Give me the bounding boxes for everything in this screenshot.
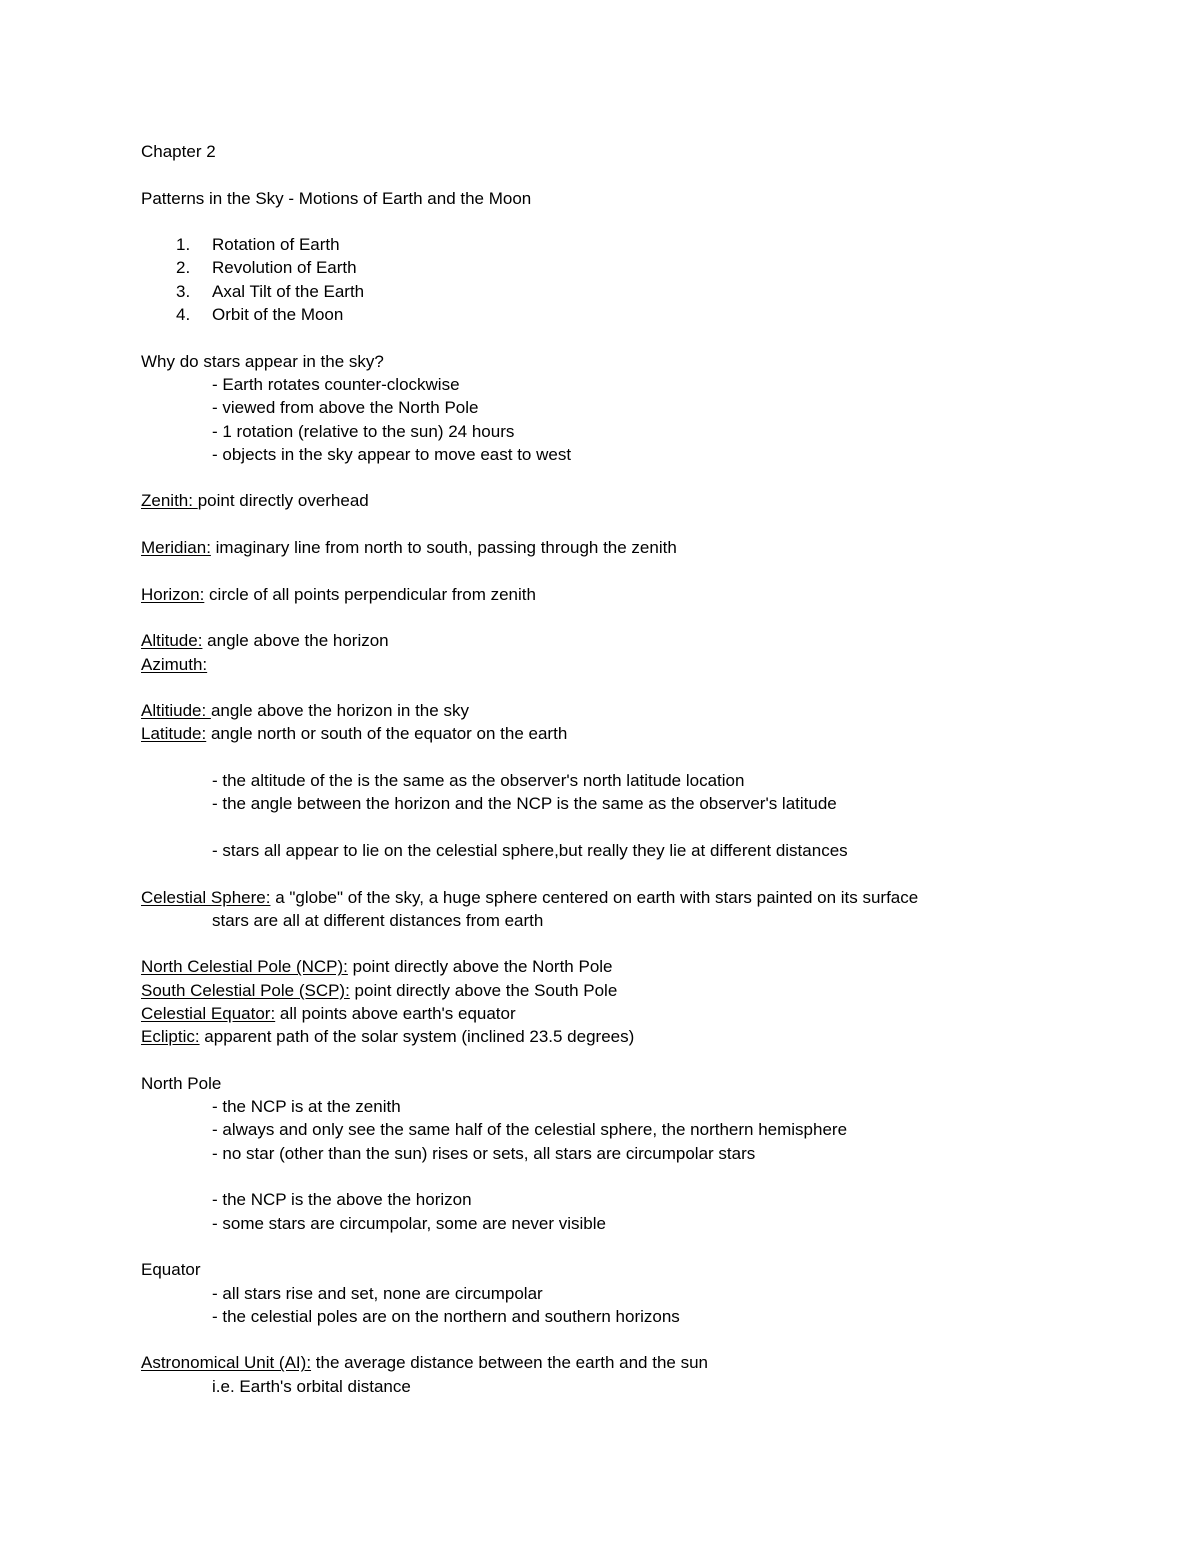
definition-note: i.e. Earth's orbital distance	[212, 1376, 411, 1396]
list-item: 1. Rotation of Earth	[176, 235, 340, 255]
bullet-point: - no star (other than the sun) rises or sets, all stars are circumpolar stars	[212, 1143, 756, 1163]
bullet-point: - objects in the sky appear to move east to west	[212, 444, 572, 464]
bullet-point: - all stars rise and set, none are circumpolar	[212, 1283, 543, 1303]
north-pole-heading: North Pole	[141, 1073, 222, 1093]
list-item: 3. Axal Tilt of the Earth	[176, 281, 365, 301]
term-label: South Celestial Pole (SCP):	[141, 980, 350, 1000]
bullet-point: - the altitude of the is the same as the observer's north latitude location	[212, 771, 745, 791]
term-label: Latitude:	[141, 724, 207, 744]
bullet-point: - always and only see the same half of the celestial sphere, the northern hemisphere	[212, 1120, 848, 1140]
bullet-point: - Earth rotates counter-clockwise	[212, 374, 460, 394]
term-label: Azimuth:	[141, 654, 208, 674]
list-item: 2. Revolution of Earth	[176, 258, 357, 278]
definition-zenith: Zenith: point directly overhead	[141, 491, 369, 511]
definition-altitiude: Altitiude: angle above the horizon in the sky	[141, 701, 469, 721]
definition-horizon: Horizon: circle of all points perpendicular from zenith	[141, 584, 536, 604]
notes-body	[141, 140, 1141, 1398]
definition-celestial-equator: Celestial Equator: all points above earth's equator	[141, 1003, 516, 1023]
term-label: Celestial Sphere:	[141, 887, 271, 907]
term-label: Astronomical Unit (AI):	[141, 1353, 312, 1373]
definition-note: stars are all at different distances from earth	[212, 910, 544, 930]
definition-altitude: Altitude: angle above the horizon	[141, 631, 389, 651]
motions-list	[141, 233, 1141, 326]
definition-meridian: Meridian: imaginary line from north to south, passing through the zenith	[141, 538, 677, 558]
bullet-point: - the NCP is the above the horizon	[212, 1190, 472, 1210]
definition-ecliptic: Ecliptic: apparent path of the solar system (inclined 23.5 degrees)	[141, 1027, 635, 1047]
bullet-point: - 1 rotation (relative to the sun) 24 hours	[212, 421, 515, 441]
term-label: Celestial Equator:	[141, 1003, 276, 1023]
chapter-title: Chapter 2	[141, 142, 216, 161]
definition-latitude: Latitude: angle north or south of the equator on the earth	[141, 724, 568, 744]
bullet-point: - the angle between the horizon and the NCP is the same as the observer's latitude	[212, 794, 837, 814]
definition-scp: South Celestial Pole (SCP): point directly above the South Pole	[141, 980, 618, 1000]
list-item: 4. Orbit of the Moon	[176, 305, 344, 325]
term-label: Altitiude:	[141, 701, 211, 721]
bullet-point: - viewed from above the North Pole	[212, 398, 479, 418]
term-label: Ecliptic:	[141, 1027, 200, 1047]
bullet-point: - some stars are circumpolar, some are never visible	[212, 1213, 606, 1233]
definition-celestial-sphere: Celestial Sphere: a "globe" of the sky, a huge sphere centered on earth with stars painted on its surface	[141, 887, 919, 907]
definition-astronomical-unit: Astronomical Unit (AI): the average distance between the earth and the sun	[141, 1353, 708, 1373]
term-label: Zenith:	[141, 491, 198, 511]
term-label: Altitude:	[141, 631, 203, 651]
bullet-point: - stars all appear to lie on the celestial sphere,but really they lie at different distances	[212, 840, 848, 860]
chapter-subtitle: Patterns in the Sky - Motions of Earth and the Moon	[141, 188, 532, 208]
why-stars-question: Why do stars appear in the sky?	[141, 351, 384, 371]
definition-ncp: North Celestial Pole (NCP): point directly above the North Pole	[141, 957, 613, 977]
term-label: Horizon:	[141, 584, 205, 604]
term-label: North Celestial Pole (NCP):	[141, 957, 348, 977]
definition-azimuth	[141, 653, 1141, 676]
bullet-point: - the celestial poles are on the northern and southern horizons	[212, 1306, 680, 1326]
term-label: Meridian:	[141, 538, 211, 558]
equator-heading: Equator	[141, 1260, 201, 1280]
bullet-point: - the NCP is at the zenith	[212, 1097, 401, 1117]
